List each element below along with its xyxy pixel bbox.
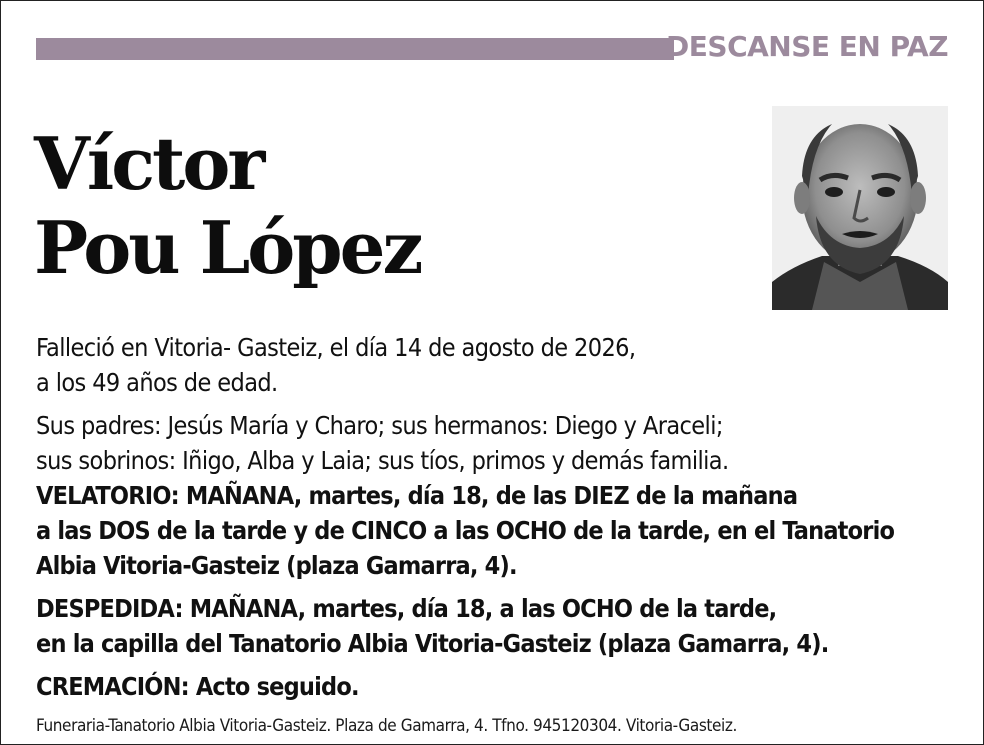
- obituary-text: [36, 330, 956, 704]
- header-bar: [36, 38, 674, 60]
- velatorio-paragraph: [36, 478, 956, 583]
- deceased-surnames: Pou López: [34, 205, 421, 290]
- header-title: DESCANSE EN PAZ: [666, 30, 948, 63]
- text-line: Sus padres: Jesús María y Charo; sus hermanos: Diego y Araceli;: [36, 411, 723, 440]
- portrait-photo-icon: [772, 106, 948, 310]
- portrait-photo: [772, 106, 948, 310]
- death-paragraph: [36, 330, 956, 400]
- text-line: a los 49 años de edad.: [36, 368, 278, 397]
- funeral-home-footer: Funeraria-Tanatorio Albia Vitoria-Gasteiz. Plaza de Gamarra, 4. Tfno. 945120304. Vitoria-Gasteiz.: [36, 716, 737, 736]
- text-line: en la capilla del Tanatorio Albia Vitoria-Gasteiz (plaza Gamarra, 4).: [36, 629, 829, 658]
- despedida-paragraph: [36, 591, 956, 661]
- deceased-name: [34, 122, 420, 290]
- text-line: sus sobrinos: Iñigo, Alba y Laia; sus tíos, primos y demás familia.: [36, 446, 729, 475]
- family-paragraph: [36, 408, 956, 478]
- text-line: Albia Vitoria-Gasteiz (plaza Gamarra, 4).: [36, 551, 517, 580]
- cremacion-paragraph: [36, 669, 956, 704]
- text-line: CREMACIÓN: Acto seguido.: [36, 672, 359, 701]
- text-line: Falleció en Vitoria- Gasteiz, el día 14 de agosto de 2026,: [36, 333, 636, 362]
- text-line: VELATORIO: MAÑANA, martes, día 18, de las DIEZ de la mañana: [36, 481, 798, 510]
- text-line: DESPEDIDA: MAÑANA, martes, día 18, a las OCHO de la tarde,: [36, 594, 777, 623]
- text-line: a las DOS de la tarde y de CINCO a las OCHO de la tarde, en el Tanatorio: [36, 516, 895, 545]
- deceased-first-name: Víctor: [34, 121, 263, 206]
